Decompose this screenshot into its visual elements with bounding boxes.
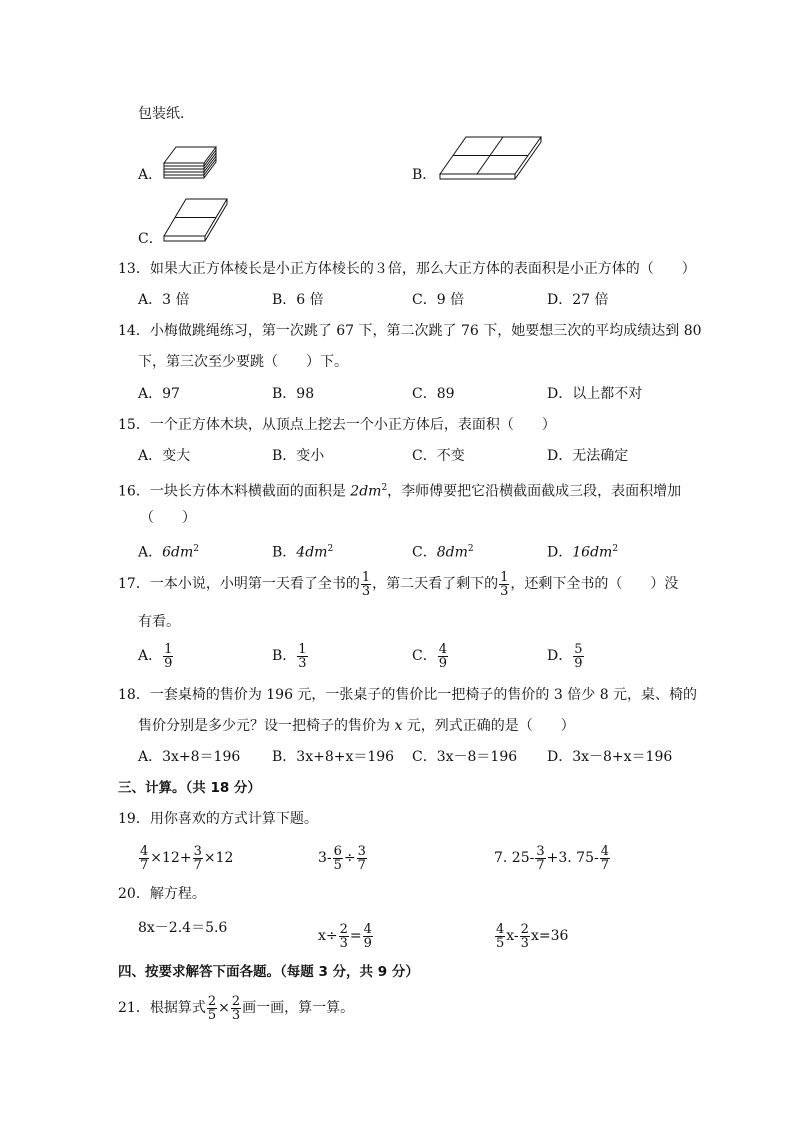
q17-option-a[interactable]: A． $\frac{1}{9}$ [138, 641, 173, 671]
q14-option-d[interactable]: D．以上都不对 [547, 386, 643, 402]
q16-stem-line1: 16．一块长方体木料横截面的面积是 $2dm^2$，李师傅要把它沿横截面截成三段，表面积增加 [118, 483, 682, 500]
q21-stem: 21．根据算式 $\frac{2}{5}$ × $\frac{2}{3}$ 画一画，算一算。 [118, 993, 355, 1023]
q15-option-a[interactable]: A．变大 [138, 448, 191, 464]
q13-stem: 13．如果大正方体棱长是小正方体棱长的３倍，那么大正方体的表面积是小正方体的（ ） [118, 261, 696, 277]
q14-option-c[interactable]: C．89 [412, 386, 455, 402]
q12-text-tail: 包装纸． [138, 106, 194, 122]
q16-option-b[interactable]: B．$4dm^2$ [272, 544, 334, 561]
q16-option-c[interactable]: C．$8dm^2$ [412, 544, 474, 561]
q16-option-d[interactable]: D．$16dm^2$ [547, 544, 619, 561]
q20-stem: 20．解方程。 [118, 886, 206, 902]
q20-equation-1: 8x－2.4＝5.6 [138, 920, 228, 936]
q18-option-d[interactable]: D．3x－8+x＝196 [547, 749, 673, 765]
q17-fraction-1: $\frac{1}{3}$ [361, 569, 371, 599]
q19-expression-3: 7. 25- $\frac{3}{7}$ +3. 75- $\frac{4}{7}$ [494, 843, 610, 873]
q14-stem-line2: 下，第三次至少要跳（ ）下。 [138, 354, 348, 370]
q12-option-a-figure [163, 146, 219, 182]
q18-option-c[interactable]: C．3x－8＝196 [412, 749, 518, 765]
q12-option-c-label[interactable]: C． [138, 231, 163, 247]
q16-option-a[interactable]: A．$6dm^2$ [138, 544, 200, 561]
q15-stem: 15．一个正方体木块，从顶点上挖去一个小正方体后，表面积（ ） [118, 417, 556, 433]
q13-option-b[interactable]: B．6 倍 [272, 292, 324, 308]
q16-stem-line2: （ ） [140, 510, 196, 526]
q18-stem-line2: 售价分别是多少元？设一把椅子的售价为 x 元，列式正确的是（ ） [138, 718, 575, 734]
q17-stem-line1: 17．一本小说，小明第一天看了全书的 $\frac{1}{3}$ ，第二天看了剩下的 $\frac{1}{3}$ ，还剩下全书的（ ）没 [118, 569, 679, 599]
q12-option-c-figure [162, 196, 230, 244]
q19-expression-2: 3- $\frac{6}{5}$ ÷ $\frac{3}{7}$ [318, 843, 366, 873]
q18-option-b[interactable]: B．3x+8+x＝196 [272, 749, 395, 765]
q14-stem-line1: 14．小梅做跳绳练习，第一次跳了 67 下，第二次跳了 76 下，她要想三次的平均成绩达到 80 [118, 323, 702, 339]
q12-option-b-label[interactable]: B． [412, 167, 437, 183]
q17-option-b[interactable]: B． $\frac{1}{3}$ [272, 641, 307, 671]
q17-stem-line2: 有看。 [138, 614, 180, 630]
q17-option-c[interactable]: C． $\frac{4}{9}$ [412, 641, 447, 671]
q19-expression-1: $\frac{4}{7}$ ×12+ $\frac{3}{7}$ ×12 [140, 843, 234, 873]
q19-stem: 19．用你喜欢的方式计算下题。 [118, 811, 318, 827]
q17-fraction-2: $\frac{1}{3}$ [500, 569, 509, 599]
q14-option-a[interactable]: A．97 [138, 386, 180, 402]
q15-option-b[interactable]: B．变小 [272, 448, 325, 464]
section-4-heading: 四、按要求解答下面各题。（每题 3 分，共 9 分） [118, 964, 419, 980]
section-3-heading: 三、计算。（共 18 分） [118, 780, 261, 796]
q17-option-d[interactable]: D． $\frac{5}{9}$ [547, 641, 583, 671]
q12-option-b-figure [438, 134, 544, 182]
q13-option-a[interactable]: A．3 倍 [138, 292, 190, 308]
q15-option-c[interactable]: C．不变 [412, 448, 465, 464]
q20-equation-2: x÷ $\frac{2}{3}$ = $\frac{4}{9}$ [318, 921, 372, 951]
q18-stem-line1: 18．一套桌椅的售价为 196 元，一张桌子的售价比一把椅子的售价的 3 倍少 8 元，桌、椅的 [118, 687, 698, 703]
q13-option-c[interactable]: C．9 倍 [412, 292, 465, 308]
q15-option-d[interactable]: D．无法确定 [547, 448, 629, 464]
q12-option-a-label[interactable]: A． [138, 167, 163, 183]
q18-option-a[interactable]: A．3x+8＝196 [138, 749, 241, 765]
q20-equation-3: $\frac{4}{5}$ x- $\frac{2}{3}$ x=36 [496, 921, 569, 951]
q14-option-b[interactable]: B．98 [272, 386, 315, 402]
q13-option-d[interactable]: D．27 倍 [547, 292, 609, 308]
